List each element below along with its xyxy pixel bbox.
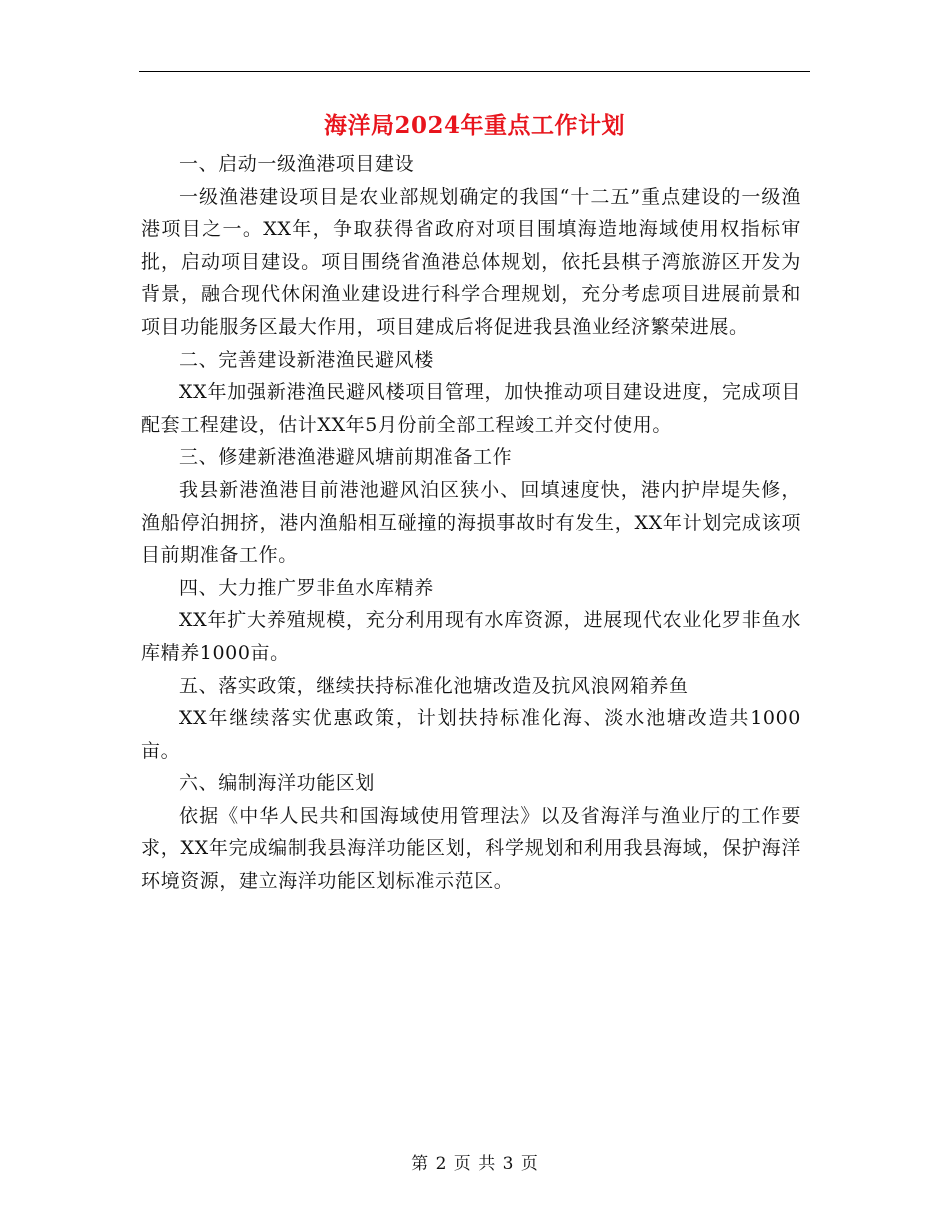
page-number-footer: 第 2 页 共 3 页 bbox=[411, 1154, 539, 1174]
section-paragraph-2: XX年加强新港渔民避风楼项目管理，加快推动项目建设进度，完成项目配套工程建设，估计XX年5月份前全部工程竣工并交付使用。 bbox=[141, 381, 801, 436]
section-paragraph-4: XX年扩大养殖规模，充分利用现有水库资源，进展现代农业化罗非鱼水库精养1000亩。 bbox=[141, 609, 801, 664]
section-paragraph-6: 依据《中华人民共和国海域使用管理法》以及省海洋与渔业厅的工作要求，XX年完成编制我县海洋功能区划，科学规划和利用我县海域，保护海洋环境资源，建立海洋功能区划标准示范区。 bbox=[141, 804, 801, 893]
section-heading-1: 一、启动一级渔港项目建设 bbox=[179, 153, 415, 175]
header-rule bbox=[139, 71, 810, 72]
section-heading-6: 六、编制海洋功能区划 bbox=[179, 772, 376, 795]
section-heading-5: 五、落实政策，继续扶持标准化池塘改造及抗风浪网箱养鱼 bbox=[179, 674, 689, 697]
document-title: 海洋局2024年重点工作计划 bbox=[323, 112, 625, 139]
section-paragraph-3: 我县新港渔港目前港池避风泊区狭小、回填速度快，港内护岸堤失修，渔船停泊拥挤，港内渔船相互碰撞的海损事故时有发生，XX年计划完成该项目前期准备工作。 bbox=[141, 478, 801, 567]
section-paragraph-1: 一级渔港建设项目是农业部规划确定的我国“十二五”重点建设的一级渔港项目之一。XX年，争取获得省政府对项目围填海造地海域使用权指标审批，启动项目建设。项目围绕省渔港总体规划，依托县棋子湾旅游区开发为背景，融合现代休闲渔业建设进行科学合理规划，充分考虑项目进展前景和项目功能服务区最大作用，项目建成后将促进我县渔业经济繁荣进展。 bbox=[141, 185, 801, 338]
section-heading-2: 二、完善建设新港渔民避风楼 bbox=[179, 348, 434, 371]
section-paragraph-5: XX年继续落实优惠政策，计划扶持标准化海、淡水池塘改造共1000亩。 bbox=[141, 707, 801, 762]
document-body bbox=[141, 148, 801, 898]
section-heading-4: 四、大力推广罗非鱼水库精养 bbox=[179, 576, 434, 599]
section-heading-3: 三、修建新港渔港避风塘前期准备工作 bbox=[179, 446, 513, 469]
